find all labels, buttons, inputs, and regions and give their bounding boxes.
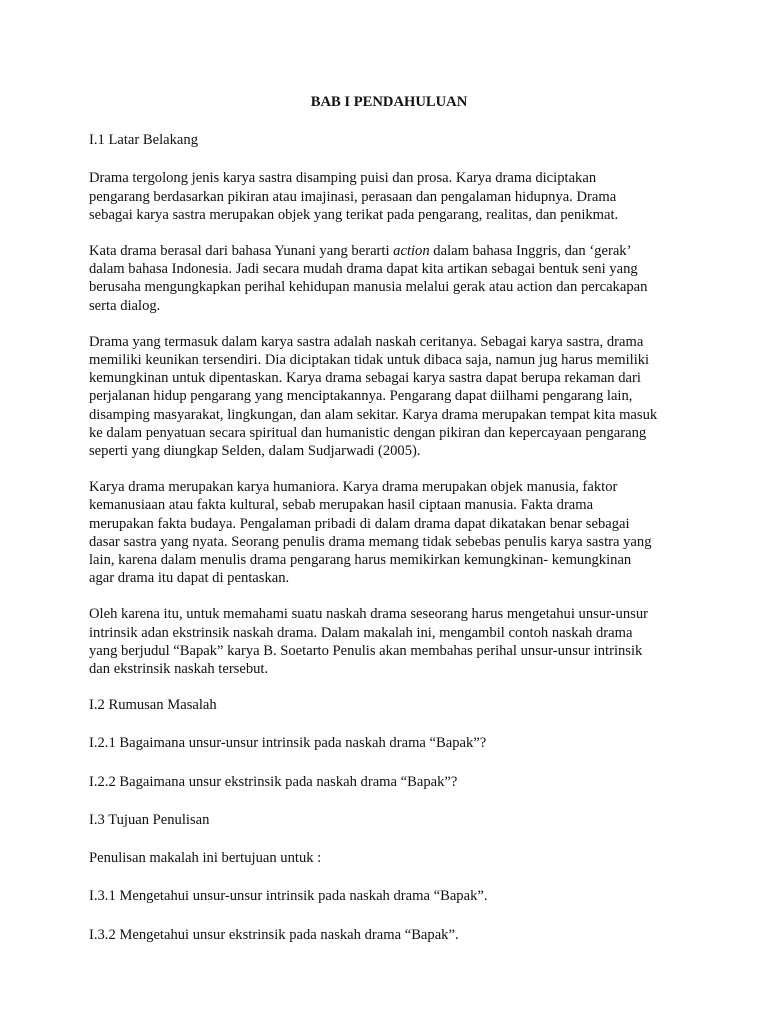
text-line: kemungkinan untuk dipentaskan. Karya drama sebagai karya sastra dapat berupa rekaman dari (89, 370, 641, 387)
text-line (89, 242, 689, 260)
rumusan-item-2: I.2.2 Bagaimana unsur ekstrinsik pada naskah drama “Bapak”? (89, 773, 458, 790)
text-segment: Kata drama berasal dari bahasa Yunani yang berarti (89, 243, 394, 260)
text-line: pengarang berdasarkan pikiran atau imajinasi, perasaan dan pengalaman hidupnya. Drama (89, 188, 617, 205)
text-line: dasar sastra yang nyata. Seorang penulis drama memang tidak sebebas penulis karya sastra yang (89, 533, 652, 550)
text-line: lain, karena dalam menulis drama pengarang harus memikirkan kemungkinan- kemungkinan (89, 552, 632, 569)
text-line: memiliki keunikan tersendiri. Dia diciptakan tidak untuk dibaca saja, namun jug harus memiliki (89, 352, 650, 369)
text-line: merupakan fakta budaya. Pengalaman pribadi di dalam drama dapat dikatakan benar sebagai (89, 515, 630, 532)
text-line: disamping masyarakat, lingkungan, dan alam sekitar. Karya drama merupakan tempat kita masuk (89, 406, 658, 423)
paragraph-5 (89, 605, 689, 678)
section-heading-tujuan-penulisan: I.3 Tujuan Penulisan (89, 811, 210, 828)
text-segment: dalam bahasa Inggris, dan ‘gerak’ (429, 243, 632, 260)
text-line: serta dialog. (89, 297, 161, 314)
document-body (89, 93, 689, 964)
text-line: Drama tergolong jenis karya sastra disamping puisi dan prosa. Karya drama diciptakan (89, 170, 597, 187)
tujuan-item-2: I.3.2 Mengetahui unsur ekstrinsik pada naskah drama “Bapak”. (89, 926, 459, 943)
italic-term: action (393, 243, 430, 260)
paragraph-2 (89, 242, 689, 315)
chapter-title: BAB I PENDAHULUAN (310, 94, 468, 110)
section-heading-rumusan-masalah: I.2 Rumusan Masalah (89, 697, 217, 714)
text-line: kemanusiaan atau fakta kultural, sebab merupakan hasil ciptaan manusia. Fakta drama (89, 497, 594, 514)
paragraph-4 (89, 478, 689, 587)
text-line: agar drama itu dapat di pentaskan. (89, 570, 290, 587)
text-line: dan ekstrinsik naskah tersebut. (89, 661, 269, 678)
text-line: yang berjudul “Bapak” karya B. Soetarto Penulis akan membahas perihal unsur-unsur intrinsik (89, 642, 643, 659)
text-line: Oleh karena itu, untuk memahami suatu naskah drama seseorang harus mengetahui unsur-unsur (89, 606, 648, 623)
text-line: berusaha mengungkapkan perihal kehidupan manusia melalui gerak atau action dan percakapan (89, 279, 648, 296)
text-line: intrinsik adan ekstrinsik naskah drama. Dalam makalah ini, mengambil contoh naskah drama (89, 624, 633, 641)
text-line: sebagai karya sastra merupakan objek yang terikat pada pengarang, realitas, dan penikmat. (89, 206, 619, 223)
text-line: perjalanan hidup pengarang yang menciptakannya. Pengarang dapat diilhami pengarang lain, (89, 388, 633, 405)
rumusan-item-1: I.2.1 Bagaimana unsur-unsur intrinsik pada naskah drama “Bapak”? (89, 735, 487, 752)
text-line: Karya drama merupakan karya humaniora. Karya drama merupakan objek manusia, faktor (89, 479, 618, 496)
text-line: seperti yang diungkap Selden, dalam Sudjarwadi (2005). (89, 443, 421, 460)
text-line: dalam bahasa Indonesia. Jadi secara mudah drama dapat kita artikan sebagai bentuk seni yang (89, 261, 638, 278)
tujuan-intro: Penulisan makalah ini bertujuan untuk : (89, 850, 322, 867)
paragraph-3 (89, 333, 689, 460)
text-line: Drama yang termasuk dalam karya sastra adalah naskah ceritanya. Sebagai karya sastra, drama (89, 333, 644, 350)
tujuan-item-1: I.3.1 Mengetahui unsur-unsur intrinsik pada naskah drama “Bapak”. (89, 888, 488, 905)
text-line: ke dalam penyatuan secara spiritual dan humanistic dengan pikiran dan kepercayaan pengarang (89, 424, 647, 441)
paragraph-1 (89, 169, 689, 224)
section-heading-latar-belakang: I.1 Latar Belakang (89, 132, 198, 149)
